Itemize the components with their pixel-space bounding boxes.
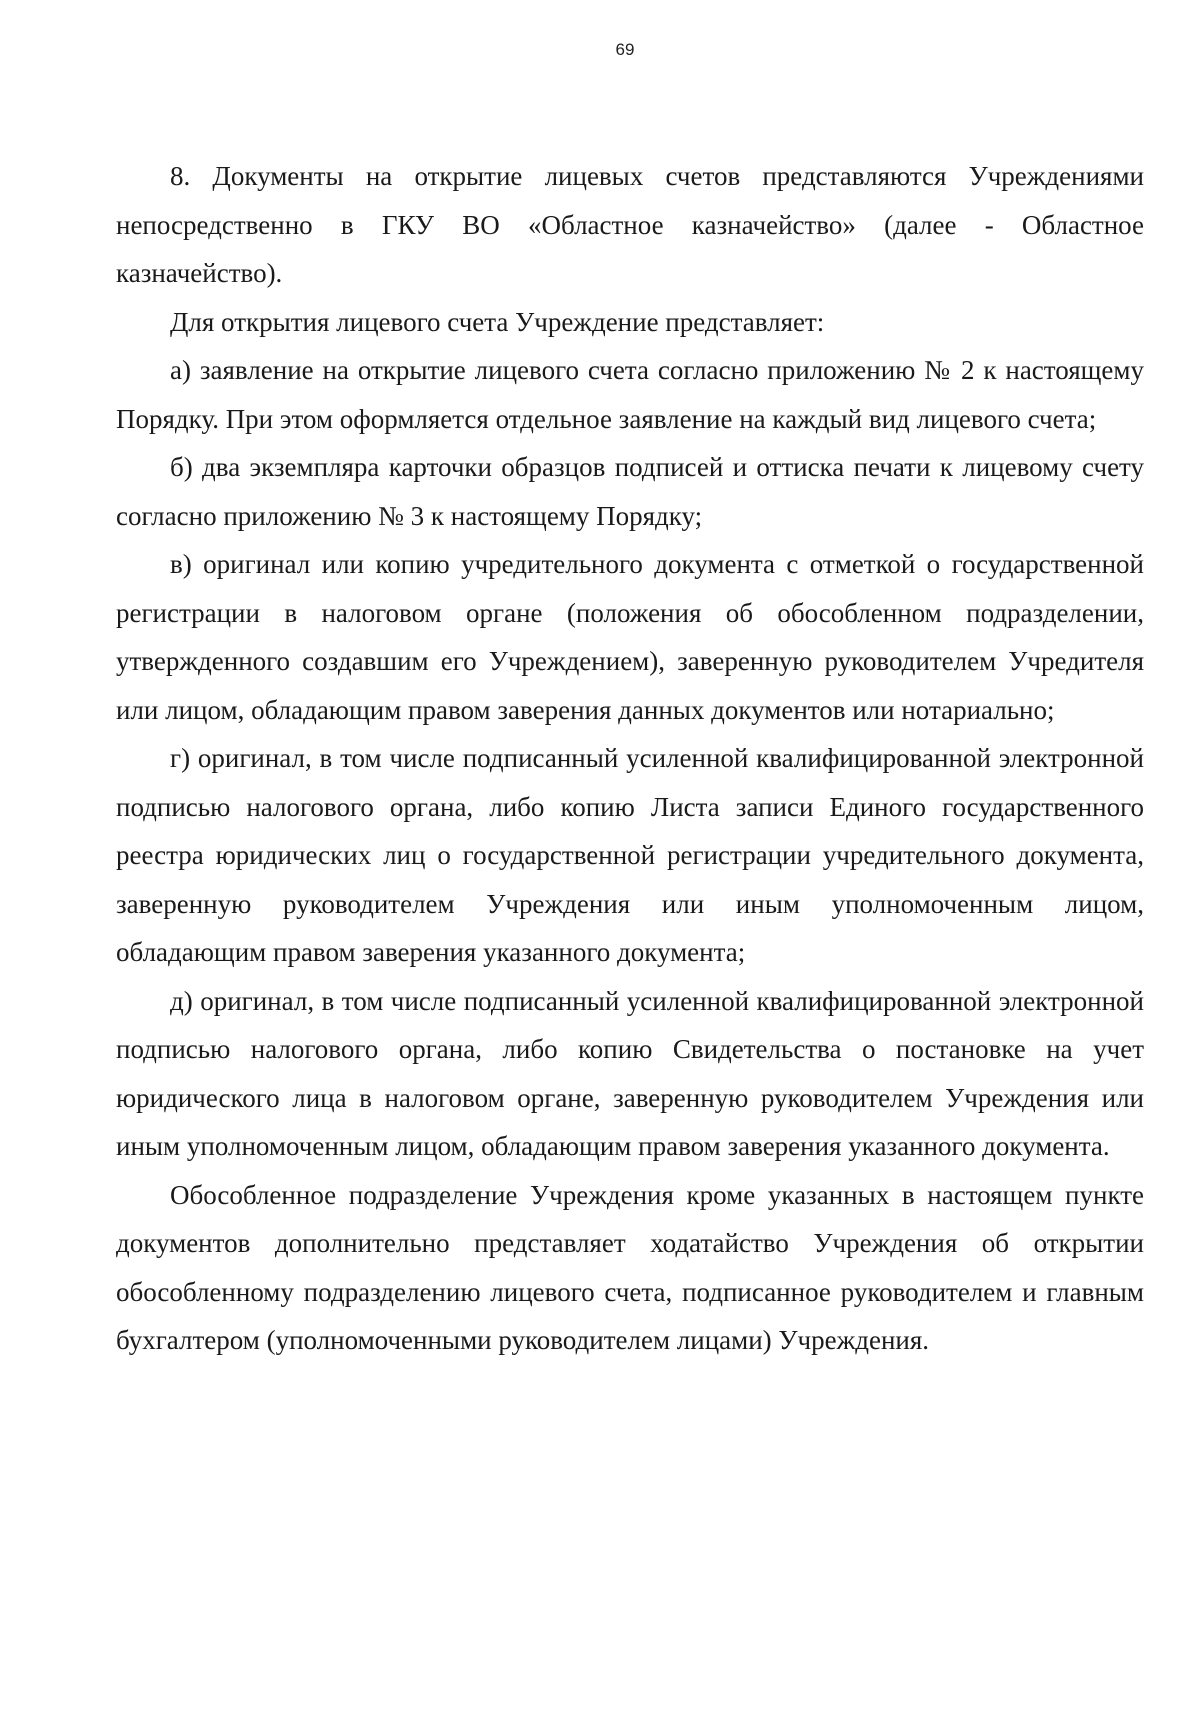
page-number: 69 [615, 40, 635, 59]
paragraph-item-a: а) заявление на открытие лицевого счета согласно приложению № 2 к настоящему Порядку. При этом оформляется отдельное заявление на каждый вид лицевого счета; [116, 355, 1144, 434]
paragraph-documents-list-heading: Для открытия лицевого счета Учреждение представляет: [170, 306, 825, 337]
paragraph-separate-division: Обособленное подразделение Учреждения кроме указанных в настоящем пункте документов дополнительно представляет ходатайство Учреждения об открытии обособленному подразделению лицевого счета, подписанное руководителем и главным бухгалтером (уполномоченными руководителем лицами) Учреждения. [116, 1179, 1144, 1355]
document-body [116, 152, 1144, 1365]
paragraph-item-b: б) два экземпляра карточки образцов подписей и оттиска печати к лицевому счету согласно приложению № 3 к настоящему Порядку; [116, 452, 1144, 531]
paragraph-item-g: г) оригинал, в том числе подписанный усиленной квалифицированной электронной подписью налогового органа, либо копию Листа записи Единого государственного реестра юридических лиц о государственной регистрации учредительного документа, заверенную руководителем Учреждения или иным уполномоченным лицом, обладающим правом заверения указанного документа; [116, 743, 1144, 967]
paragraph-8-intro: 8. Документы на открытие лицевых счетов представляются Учреждениями непосредственно в ГКУ ВО «Областное казначейство» (далее - Областное казначейство). [116, 161, 1144, 288]
paragraph-item-d: д) оригинал, в том числе подписанный усиленной квалифицированной электронной подписью налогового органа, либо копию Свидетельства о постановке на учет юридического лица в налоговом органе, заверенную руководителем Учреждения или иным уполномоченным лицом, обладающим правом заверения указанного документа. [116, 985, 1144, 1161]
paragraph-item-v: в) оригинал или копию учредительного документа с отметкой о государственной регистрации в налоговом органе (положения об обособленном подразделении, утвержденного создавшим его Учреждением), заверенную руководителем Учредителя или лицом, обладающим правом заверения данных документов или нотариально; [116, 549, 1144, 725]
